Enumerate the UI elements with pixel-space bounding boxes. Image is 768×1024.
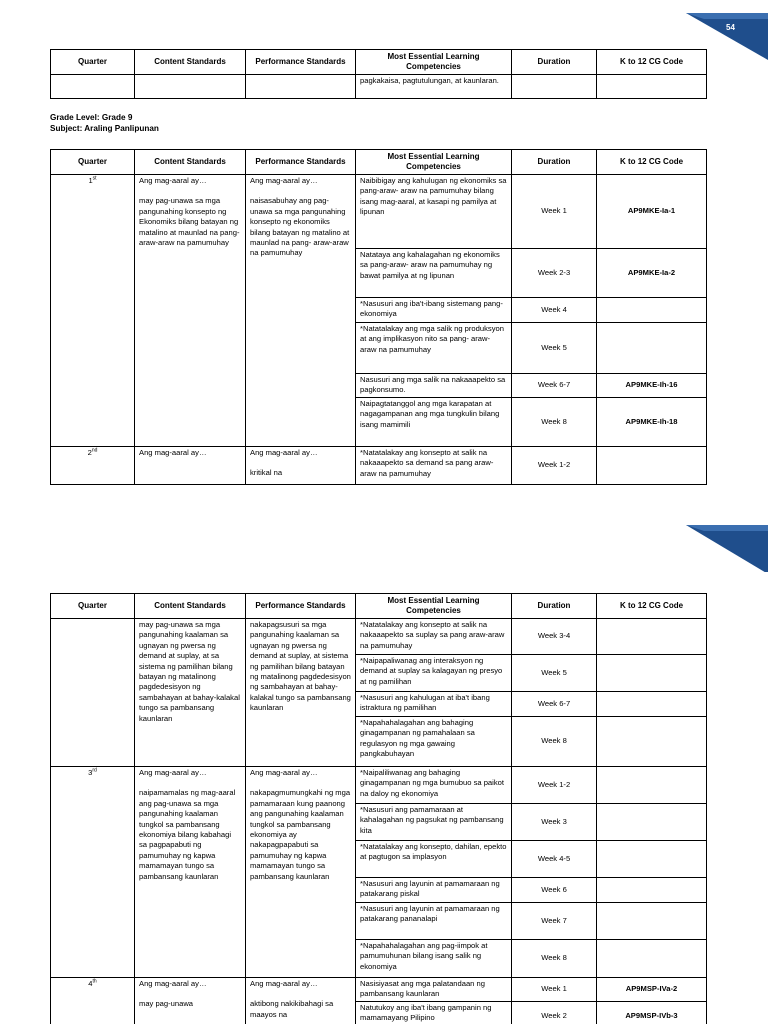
duration-cell: Week 2-3: [512, 249, 597, 298]
header-code: K to 12 CG Code: [597, 150, 707, 175]
code-cell: AP9MKE-Ia-1: [597, 175, 707, 249]
code-cell: [597, 903, 707, 940]
duration-cell: Week 8: [512, 398, 597, 447]
code-cell: [597, 655, 707, 692]
code-cell: [597, 447, 707, 485]
table-row: [51, 75, 707, 99]
duration-cell: Week 1-2: [512, 447, 597, 485]
quarter-cell: 1st: [51, 175, 135, 447]
code-cell: AP9MSP-IVa-2: [597, 978, 707, 1002]
code-cell: AP9MSP-IVb-3: [597, 1002, 707, 1024]
competency-cell: *Nasusuri ang layunin at pamamaraan ng patakarang pananalapi: [356, 903, 512, 940]
quarter-cell: 2nd: [51, 447, 135, 485]
table-header-row: [51, 594, 707, 619]
competency-cell: *Naipaliliwanag ang bahaging ginagampanan ng mga bumubuo sa paikot na daloy ng ekonomiya: [356, 767, 512, 804]
code-cell: [597, 841, 707, 878]
competency-cell: *Nasusuri ang pamamaraan at kahalagahan ng pagsukat ng pambansang kita: [356, 804, 512, 841]
duration-cell: Week 5: [512, 655, 597, 692]
code-cell: [597, 619, 707, 655]
duration-cell: Week 1: [512, 175, 597, 249]
table-header-row: [51, 150, 707, 175]
code-cell: AP9MKE-Ih-18: [597, 398, 707, 447]
duration-cell: Week 5: [512, 323, 597, 374]
header-competencies: Most Essential Learning Competencies: [356, 594, 512, 619]
code-cell: [597, 692, 707, 717]
competency-cell: Naipagtatanggol ang mga karapatan at nagagampanan ang mga tungkulin bilang isang mamimili: [356, 398, 512, 447]
header-quarter: Quarter: [51, 50, 135, 75]
content-standards-cell: Ang mag-aaral ay…: [135, 447, 246, 485]
header-duration: Duration: [512, 150, 597, 175]
page-corner-decoration: [648, 512, 768, 572]
header-content-standards: Content Standards: [135, 594, 246, 619]
duration-cell: Week 7: [512, 903, 597, 940]
duration-cell: Week 1-2: [512, 767, 597, 804]
code-cell: AP9MKE-Ia-2: [597, 249, 707, 298]
competency-cell: *Napahahalagahan ang pag-iimpok at pamumuhunan bilang isang salik ng ekonomiya: [356, 940, 512, 978]
header-code: K to 12 CG Code: [597, 594, 707, 619]
curriculum-table: [50, 593, 707, 1024]
duration-cell: Week 6-7: [512, 374, 597, 398]
duration-cell: Week 4: [512, 298, 597, 323]
quarter-cell: 4th: [51, 978, 135, 1024]
code-cell: [597, 804, 707, 841]
header-code: K to 12 CG Code: [597, 50, 707, 75]
competency-cell: *Natatalakay ang mga salik ng produksyon at ang implikasyon nito sa pang- araw- araw na pamumuhay: [356, 323, 512, 374]
header-content-standards: Content Standards: [135, 150, 246, 175]
competency-cell: *Nasusuri ang layunin at pamamaraan ng patakarang piskal: [356, 878, 512, 903]
quarter-cell: 3rd: [51, 767, 135, 978]
competency-cell: Natutukoy ang iba't ibang gampanin ng mamamayang Pilipino: [356, 1002, 512, 1024]
duration-cell: Week 2: [512, 1002, 597, 1024]
performance-standards-cell: Ang mag-aaral ay… nakapagmumungkahi ng mga pamamaraan kung paanong ang pangunahing kaalaman tungkol sa pambansang ekonomiya ay nakapagpapabuti sa pamumuhay ng kapwa mamamayan tungo sa pambansang kaunlaran: [246, 767, 356, 978]
table-row: [51, 175, 707, 249]
header-duration: Duration: [512, 594, 597, 619]
duration-cell: Week 6-7: [512, 692, 597, 717]
curriculum-table: [50, 149, 707, 485]
continuation-table: [50, 49, 707, 99]
duration-cell: Week 3: [512, 804, 597, 841]
competency-cell: pagkakaisa, pagtutulungan, at kaunlaran.: [356, 75, 512, 99]
performance-standards-cell: nakapagsusuri sa mga pangunahing kaalaman sa ugnayan ng pwersa ng demand at suplay, at sistema ng pamilihan bilang batayan ng matalinong pagdedesisyon ng sambahayan at bahay-kalakal tungo sa pambansang kaunlaran: [246, 619, 356, 767]
performance-standards-cell: Ang mag-aaral ay… naisasabuhay ang pag-unawa sa mga pangunahing konsepto ng ekonomiks bilang batayan ng matalino at maunlad na pang- araw-araw na pamumuhay: [246, 175, 356, 447]
header-performance-standards: Performance Standards: [246, 150, 356, 175]
competency-cell: *Natatalakay ang konsepto at salik na nakaaapekto sa suplay sa pang araw-araw na pamumuhay: [356, 619, 512, 655]
duration-cell: Week 4-5: [512, 841, 597, 878]
code-cell: [597, 717, 707, 767]
code-cell: AP9MKE-Ih-16: [597, 374, 707, 398]
quarter-cell: [51, 619, 135, 767]
document-meta: [50, 112, 159, 134]
competency-cell: *Naipapaliwanag ang interaksyon ng demand at suplay sa kalagayan ng presyo at ng pamilihan: [356, 655, 512, 692]
subject: Subject: Araling Panlipunan: [50, 124, 159, 133]
content-standards-cell: Ang mag-aaral ay… may pag-unawa sa mga pangunahing konsepto ng Ekonomiks bilang batayan ng matalino at maunlad na pang-araw-araw na pamumuhay: [135, 175, 246, 447]
header-duration: Duration: [512, 50, 597, 75]
code-cell: [597, 323, 707, 374]
performance-standards-cell: Ang mag-aaral ay… kritikal na: [246, 447, 356, 485]
performance-standards-cell: Ang mag-aaral ay… aktibong nakikibahagi sa maayos na: [246, 978, 356, 1024]
header-content-standards: Content Standards: [135, 50, 246, 75]
competency-cell: *Natatalakay ang konsepto at salik na nakaaapekto sa demand sa pang araw-araw na pamumuhay: [356, 447, 512, 485]
header-performance-standards: Performance Standards: [246, 594, 356, 619]
competency-cell: *Nasusuri ang kahulugan at iba't ibang istraktura ng pamilihan: [356, 692, 512, 717]
table-row: [51, 767, 707, 804]
page-number: 55: [726, 565, 735, 574]
code-cell: [597, 878, 707, 903]
competency-cell: *Napahahalagahan ang bahaging ginagampanan ng pamahalaan sa regulasyon ng mga gawaing pangkabuhayan: [356, 717, 512, 767]
competency-cell: Nasisiyasat ang mga palatandaan ng pambansang kaunlaran: [356, 978, 512, 1002]
duration-cell: Week 8: [512, 940, 597, 978]
page-55: [0, 512, 768, 1024]
code-cell: [597, 940, 707, 978]
table-row: [51, 619, 707, 655]
competency-cell: *Natatalakay ang konsepto, dahilan, epekto at pagtugon sa implasyon: [356, 841, 512, 878]
code-cell: [597, 298, 707, 323]
content-standards-cell: Ang mag-aaral ay… may pag-unawa: [135, 978, 246, 1024]
header-competencies: Most Essential Learning Competencies: [356, 50, 512, 75]
content-standards-cell: Ang mag-aaral ay… naipamamalas ng mag-aaral ang pag-unawa sa mga pangunahing kaalaman tungkol sa pambansang ekonomiya bilang kabahagi sa pagpapabuti ng pamumuhay ng kapwa mamamayan tungo sa pambansang kaunlaran: [135, 767, 246, 978]
page-number: 54: [726, 23, 735, 32]
code-cell: [597, 767, 707, 804]
competency-cell: Nasusuri ang mga salik na nakaaapekto sa pagkonsumo.: [356, 374, 512, 398]
table-header-row: [51, 50, 707, 75]
duration-cell: Week 3-4: [512, 619, 597, 655]
header-competencies: Most Essential Learning Competencies: [356, 150, 512, 175]
competency-cell: Natataya ang kahalagahan ng ekonomiks sa pang-araw- araw na pamumuhay ng bawat pamilya at ng lipunan: [356, 249, 512, 298]
header-performance-standards: Performance Standards: [246, 50, 356, 75]
competency-cell: *Nasusuri ang iba't-ibang sistemang pang-ekonomiya: [356, 298, 512, 323]
grade-level: Grade Level: Grade 9: [50, 113, 133, 122]
content-standards-cell: may pag-unawa sa mga pangunahing kaalaman sa ugnayan ng pwersa ng demand at suplay, at sa sistema ng pamilihan bilang batayan ng matalinong pagdedesisyon ng sambahayan at bahay-kalakal tungo sa pambansang kaunlaran: [135, 619, 246, 767]
duration-cell: Week 1: [512, 978, 597, 1002]
duration-cell: Week 6: [512, 878, 597, 903]
duration-cell: Week 8: [512, 717, 597, 767]
table-row: [51, 447, 707, 485]
table-row: [51, 978, 707, 1002]
header-quarter: Quarter: [51, 594, 135, 619]
competency-cell: Naibibigay ang kahulugan ng ekonomiks sa pang-araw- araw na pamumuhay bilang isang mag-aaral, at kasapi ng pamilya at lipunan: [356, 175, 512, 249]
header-quarter: Quarter: [51, 150, 135, 175]
